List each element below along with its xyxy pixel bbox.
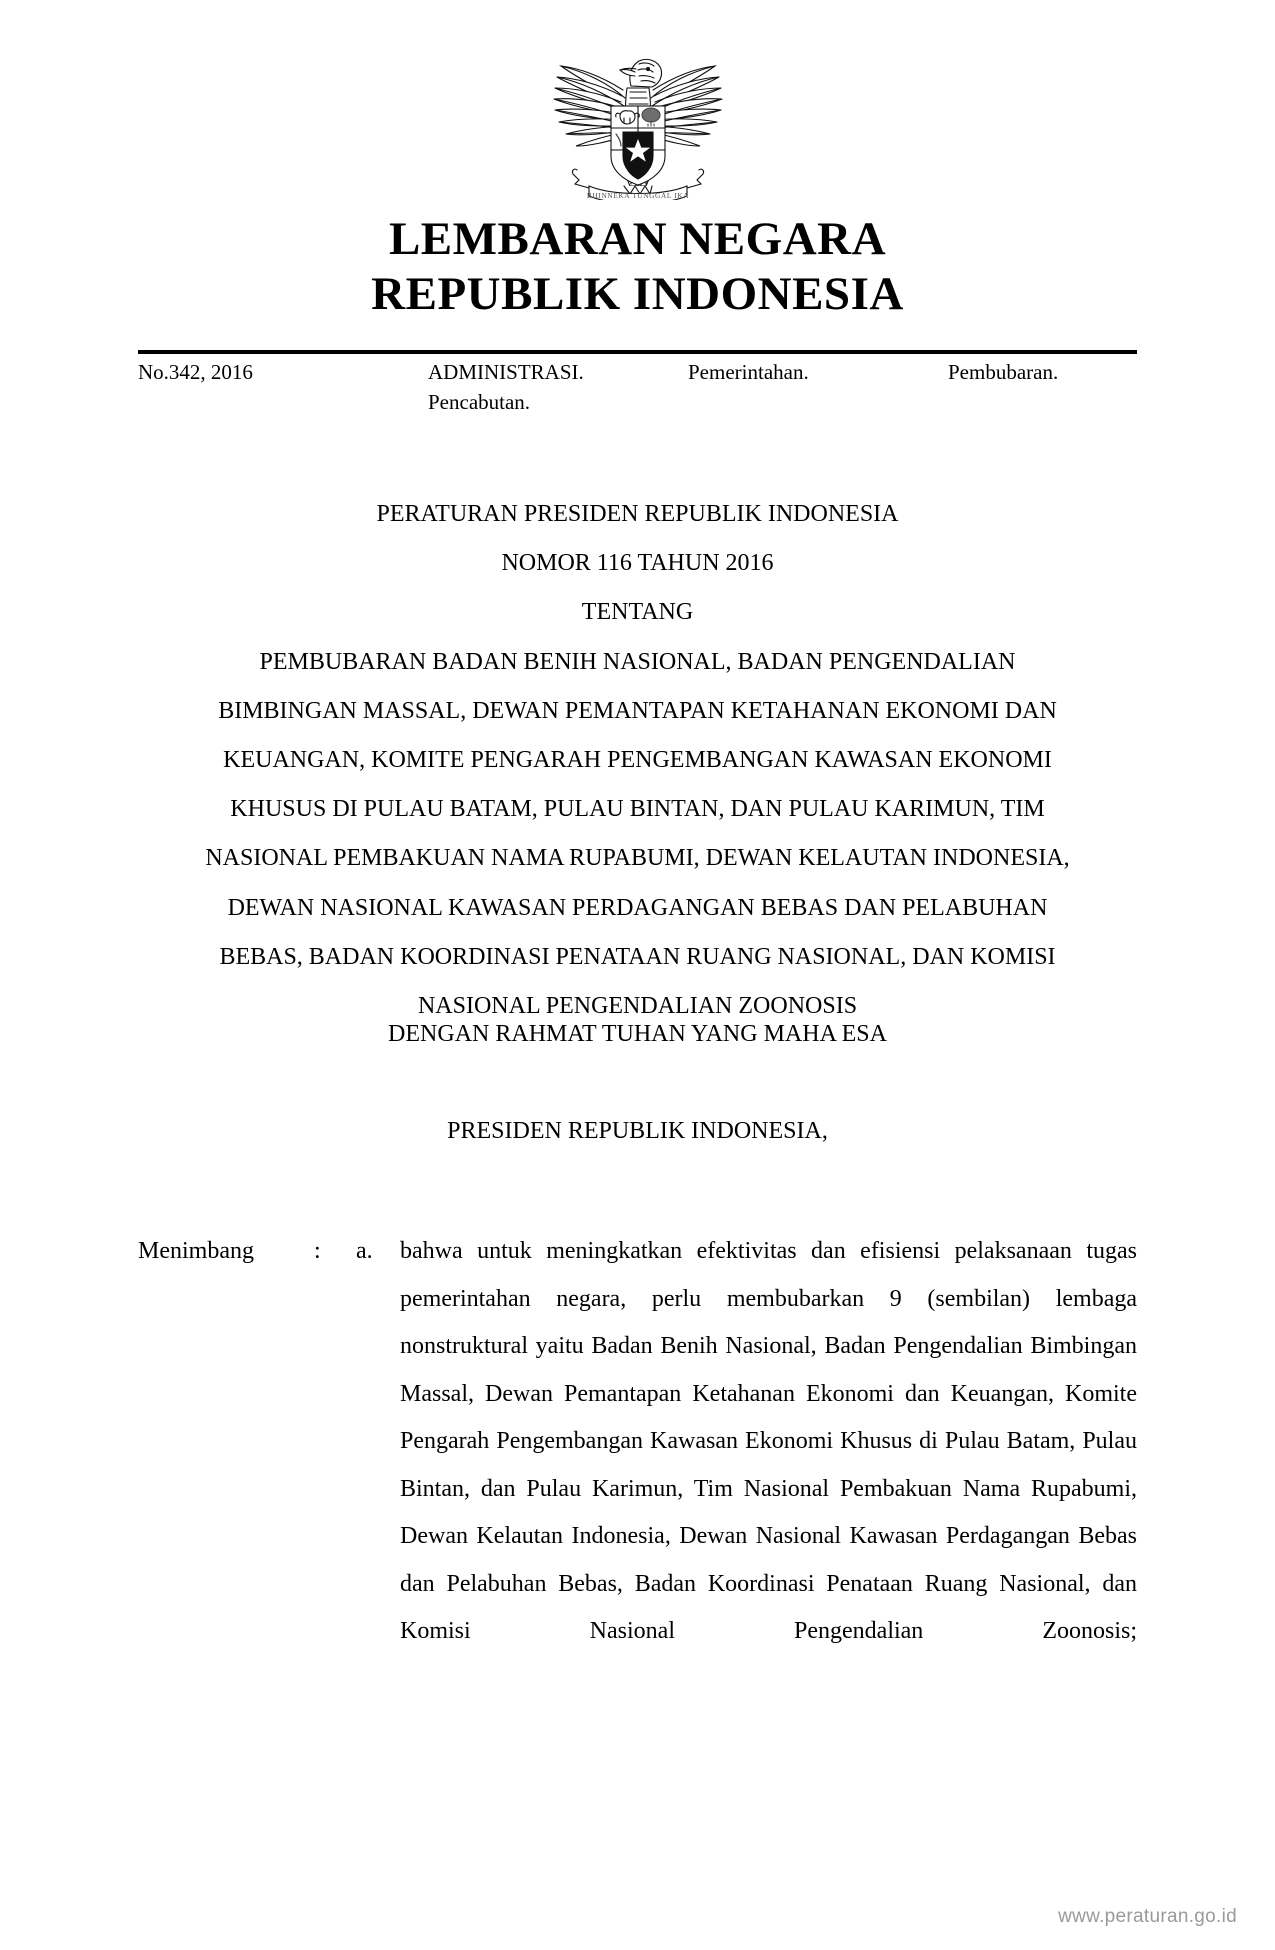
garuda-pancasila-icon [531,28,745,200]
title-subject-line: DEWAN NASIONAL KAWASAN PERDAGANGAN BEBAS DAN PELABUHAN [227,894,1048,921]
title-subject-line: KHUSUS DI PULAU BATAM, PULAU BINTAN, DAN PULAU KARIMUN, TIM [230,796,1045,823]
metadata-keyword-1: ADMINISTRASI. [428,360,584,384]
preamble-signatory: PRESIDEN REPUBLIK INDONESIA, [447,1118,828,1145]
masthead-line-1: LEMBARAN NEGARA [388,213,887,265]
masthead [0,212,1275,323]
metadata-keyword-4: Pencabutan. [428,389,531,414]
title-authority: PERATURAN PRESIDEN REPUBLIK INDONESIA [376,501,899,527]
preamble-blessing: DENGAN RAHMAT TUHAN YANG MAHA ESA [388,1021,887,1047]
metadata-keyword-2: Pemerintahan. [688,360,809,384]
header-divider [138,350,1137,354]
clause-item-marker-a: a. [356,1238,373,1264]
emblem-container [0,28,1275,205]
title-subject-line: KEUANGAN, KOMITE PENGARAH PENGEMBANGAN KAWASAN EKONOMI [223,746,1052,773]
footer-watermark: www.peraturan.go.id [1058,1906,1237,1927]
gazette-number: No.342, 2016 [138,360,253,384]
metadata-row-primary [138,358,1175,388]
clause-item-text-a: bahwa untuk meningkatkan efektivitas dan efisiensi pelaksanaan tugas pemerintahan negara, perlu membubarkan 9 (sembilan) lembaga nonstruktural yaitu Badan Benih Nasional, Badan Pengendalian Bimbingan Massal, Dewan Pemantapan Ketahanan Ekonomi dan Keuangan, Komite Pengarah Pengembangan Kawasan Ekonomi Khusus di Pulau Batam, Pulau Bintan, dan Pulau Karimun, Tim Nasional Pembakuan Nama Rupabumi, Dewan Kelautan Indonesia, Dewan Nasional Kawasan Perdagangan Bebas dan Pelabuhan Bebas, Badan Koordinasi Penataan Ruang Nasional, dan Komisi Nasional Pengendalian Zoonosis; [400,1238,1137,1645]
considerations-section [138,1228,1137,1703]
clause-label-menimbang: Menimbang [138,1238,254,1264]
masthead-line-2: REPUBLIK INDONESIA [371,268,904,321]
regulation-title-block [120,490,1155,1031]
svg-text:BHINNEKA TUNGGAL IKA: BHINNEKA TUNGGAL IKA [586,191,689,200]
title-about-label: TENTANG [581,599,694,626]
clause-colon: : [314,1238,321,1264]
metadata-keyword-3: Pembubaran. [948,360,1059,384]
title-subject-line: NASIONAL PENGENDALIAN ZOONOSIS [417,992,858,1019]
clause-row [138,1228,1137,1703]
title-subject-line: NASIONAL PEMBAKUAN NAMA RUPABUMI, DEWAN KELAUTAN INDONESIA, [205,845,1070,872]
title-subject-line: PEMBUBARAN BADAN BENIH NASIONAL, BADAN PENGENDALIAN [259,648,1016,675]
metadata-row-secondary [138,388,1175,418]
title-number: NOMOR 116 TAHUN 2016 [501,550,774,577]
document-metadata [138,358,1175,418]
preamble-block [120,1010,1155,1156]
title-subject-line: BIMBINGAN MASSAL, DEWAN PEMANTAPAN KETAHANAN EKONOMI DAN [218,697,1057,724]
title-subject-line: BEBAS, BADAN KOORDINASI PENATAAN RUANG NASIONAL, DAN KOMISI [219,943,1056,970]
